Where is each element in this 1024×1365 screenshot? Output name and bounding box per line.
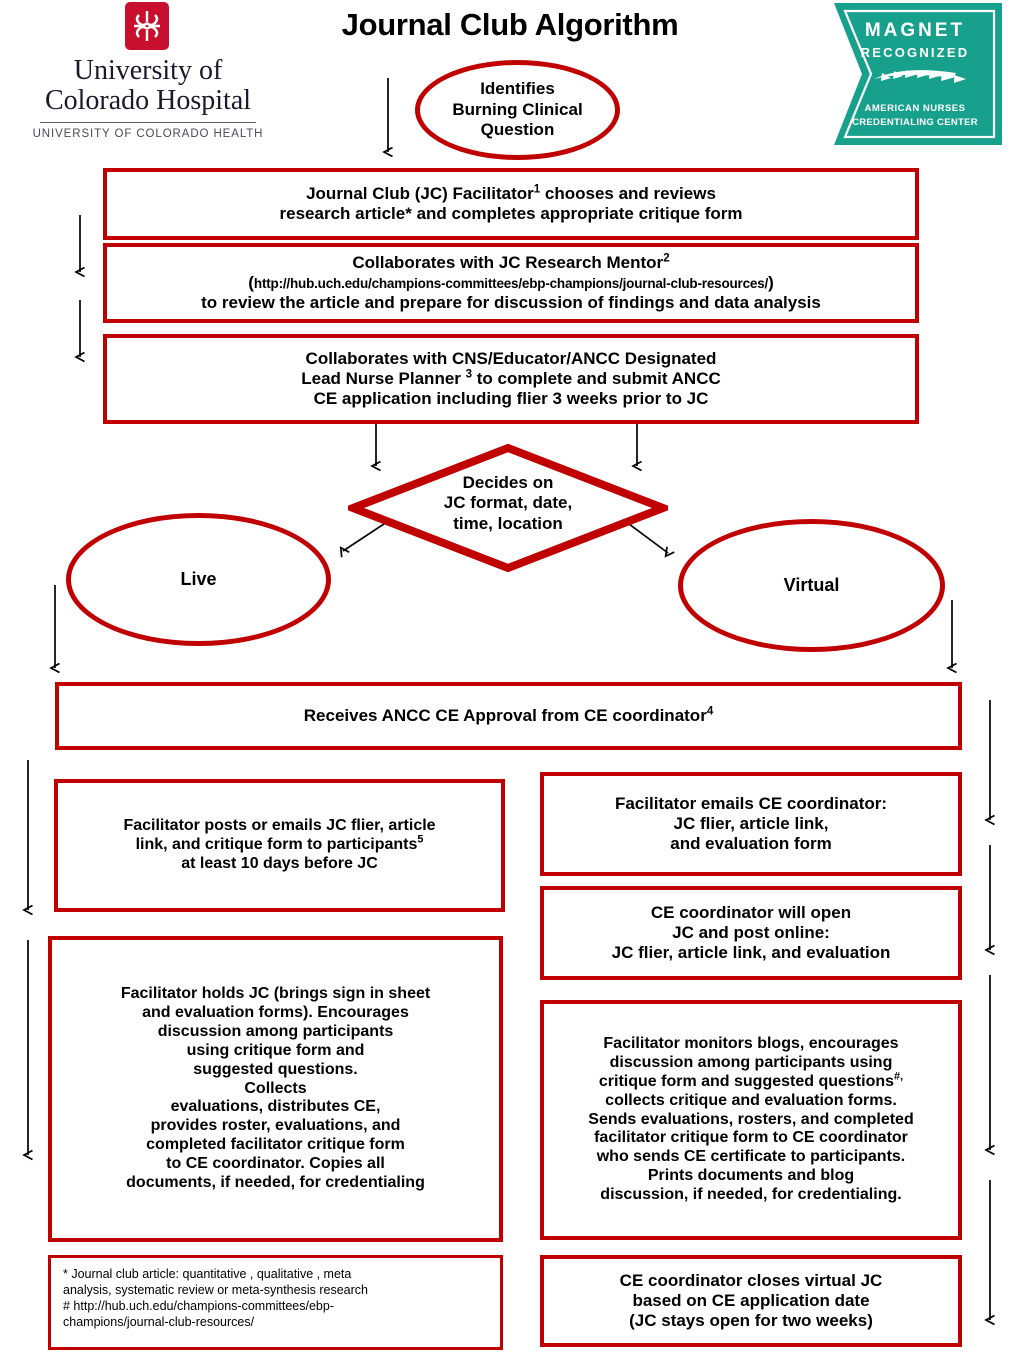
virtual-label: Virtual — [783, 575, 840, 595]
facilitator-holds-line4: using critique form and — [186, 1041, 365, 1059]
node-live — [66, 513, 331, 646]
node-virtual — [678, 519, 945, 652]
facilitator-monitors-line5: Sends evaluations, rosters, and completed — [588, 1110, 914, 1128]
uch-logo-subtitle: UNIVERSITY OF COLORADO HEALTH — [32, 128, 264, 140]
node-collaborates-with-cns-educator — [103, 334, 919, 424]
decides-line2: JC format, date, — [443, 493, 573, 513]
facilitator-monitors-line9: discussion, if needed, for credentialing. — [600, 1186, 902, 1204]
facilitator-posts-line2 — [66, 833, 493, 855]
facilitator-monitors-line6: facilitator critique form to CE coordinator — [594, 1129, 908, 1147]
facilitator-holds-line10: to CE coordinator. Copies all — [166, 1155, 385, 1173]
facilitator-monitors-line2: discussion among participants using — [609, 1053, 893, 1071]
magnet-recognized-badge — [828, 3, 1002, 145]
collaborates-cns-line1: Collaborates with CNS/Educator/ANCC Designated — [305, 348, 717, 368]
collaborates-mentor-line3: to review the article and prepare for discussion of findings and data analysis — [201, 293, 821, 313]
coordinator-opens-line2: JC and post online: — [672, 922, 830, 942]
coordinator-opens-line3: JC flier, article link, and evaluation — [611, 943, 891, 963]
footnote-marker-4: 4 — [706, 705, 714, 718]
live-label: Live — [180, 569, 217, 589]
facilitator-holds-line9: completed facilitator critique form — [146, 1136, 405, 1154]
footnote-line3: # http://hub.uch.edu/champions-committees/ebp- — [63, 1299, 334, 1313]
start-line3: Question — [480, 120, 555, 140]
node-facilitator-monitors-blogs — [540, 1000, 962, 1240]
node-facilitator-chooses-article — [103, 168, 919, 240]
footnote-marker-5: 5 — [417, 833, 424, 846]
node-ce-coordinator-closes-jc — [540, 1255, 962, 1347]
collaborates-mentor-url-line: (http://hub.uch.edu/champions-committees/ebp-champions/journal-club-resources/) — [248, 272, 774, 292]
node-facilitator-holds-jc — [48, 936, 503, 1242]
facilitator-monitors-line4: collects critique and evaluation forms. — [605, 1091, 897, 1109]
footnote-line2: analysis, systematic review or meta-synthesis research — [63, 1283, 368, 1297]
node-facilitator-emails-coordinator — [540, 772, 962, 876]
collaborates-cns-line2 — [115, 369, 907, 389]
node-collaborates-with-jc-research-mentor — [103, 243, 919, 323]
facilitator-monitors-line1: Facilitator monitors blogs, encourages — [603, 1035, 899, 1053]
footnote-line4: champions/journal-club-resources/ — [63, 1315, 255, 1329]
start-line1: Identifies — [480, 78, 555, 98]
collaborates-cns-line2-rest: to complete and submit ANCC — [472, 368, 721, 388]
facilitator-emails-line2: JC flier, article link, — [673, 813, 829, 833]
facilitator-posts-line3: at least 10 days before JC — [181, 854, 378, 872]
facilitator-monitors-line8: Prints documents and blog — [647, 1167, 855, 1185]
facilitator-holds-line3: discussion among participants — [157, 1022, 394, 1040]
coordinator-opens-line1: CE coordinator will open — [650, 902, 852, 922]
facilitator-chooses-line2: research article* and completes appropriate critique form — [279, 204, 743, 223]
facilitator-emails-line1: Facilitator emails CE coordinator: — [614, 793, 888, 813]
footnote-marker-1: 1 — [533, 183, 541, 196]
node-ce-coordinator-opens-jc — [540, 886, 962, 980]
uch-logo-name-line1: University of — [73, 55, 223, 86]
facilitator-holds-line5: suggested questions. — [193, 1060, 358, 1078]
node-identifies-burning-clinical-question — [415, 60, 620, 160]
facilitator-holds-line6: Collects — [244, 1079, 307, 1097]
collaborates-mentor-line1-text: Collaborates with JC Research Mentor — [352, 252, 664, 272]
coordinator-closes-line2: based on CE application date — [632, 1290, 870, 1310]
footnote-marker-3: 3 — [465, 368, 473, 381]
facilitator-monitors-line3 — [552, 1070, 950, 1092]
uch-logo-name-line2: Colorado Hospital — [44, 85, 252, 117]
uch-logo-name — [18, 56, 278, 116]
page-title: Journal Club Algorithm — [341, 7, 679, 42]
facilitator-emails-line3: and evaluation form — [670, 834, 832, 854]
facilitator-chooses-line1 — [115, 184, 907, 204]
footnote-marker-hash: #, — [894, 1070, 904, 1083]
collaborates-cns-line3: CE application including flier 3 weeks prior to JC — [313, 389, 709, 409]
facilitator-holds-line11: documents, if needed, for credentialing — [126, 1173, 425, 1191]
magnet-badge-line3: AMERICAN NURSES — [864, 103, 966, 114]
decides-line1: Decides on — [462, 473, 554, 492]
facilitator-holds-line8: provides roster, evaluations, and — [150, 1117, 401, 1135]
facilitator-monitors-line7: who sends CE certificate to participants. — [596, 1148, 906, 1166]
coordinator-closes-line1: CE coordinator closes virtual JC — [619, 1270, 883, 1290]
magnet-badge-line2: RECOGNIZED — [860, 45, 970, 60]
footnote-line1: * Journal club article: quantitative , qualitative , meta — [63, 1267, 352, 1281]
footnote-marker-2: 2 — [663, 252, 670, 265]
facilitator-posts-line2-text: link, and critique form to participants — [135, 836, 418, 854]
magnet-badge-line1: MAGNET — [864, 20, 966, 41]
facilitator-holds-line1: Facilitator holds JC (brings sign in sheet — [120, 985, 431, 1003]
footnotes-box — [48, 1255, 503, 1350]
node-facilitator-posts-flier — [54, 779, 505, 912]
facilitator-holds-line7: evaluations, distributes CE, — [170, 1098, 381, 1116]
facilitator-monitors-line3-text: critique form and suggested questions — [598, 1072, 895, 1090]
facilitator-posts-line1: Facilitator posts or emails JC flier, article — [123, 817, 436, 835]
facilitator-holds-line2: and evaluation forms). Encourages — [142, 1004, 409, 1022]
facilitator-chooses-line1-rest: chooses and reviews — [540, 183, 716, 203]
jc-resources-url[interactable]: http://hub.uch.edu/champions-committees/ebp-champions/journal-club-resources/ — [253, 275, 769, 291]
facilitator-chooses-line1-text: Journal Club (JC) Facilitator — [306, 183, 534, 203]
collaborates-mentor-line1 — [115, 253, 907, 273]
uch-emblem-icon — [125, 2, 169, 50]
uch-logo-divider — [40, 122, 256, 123]
magnet-badge-line4: CREDENTIALING CENTER — [852, 117, 978, 128]
university-of-colorado-hospital-logo — [18, 2, 278, 152]
decides-line3: time, location — [453, 513, 563, 533]
coordinator-closes-line3: (JC stays open for two weeks) — [629, 1311, 873, 1331]
start-line2: Burning Clinical — [452, 99, 583, 119]
node-decides-on-jc-format — [348, 443, 668, 573]
receives-approval-text: Receives ANCC CE Approval from CE coordinator — [303, 705, 707, 725]
collaborates-cns-line2-text: Lead Nurse Planner — [301, 368, 466, 388]
node-receives-ancc-ce-approval — [55, 682, 962, 750]
